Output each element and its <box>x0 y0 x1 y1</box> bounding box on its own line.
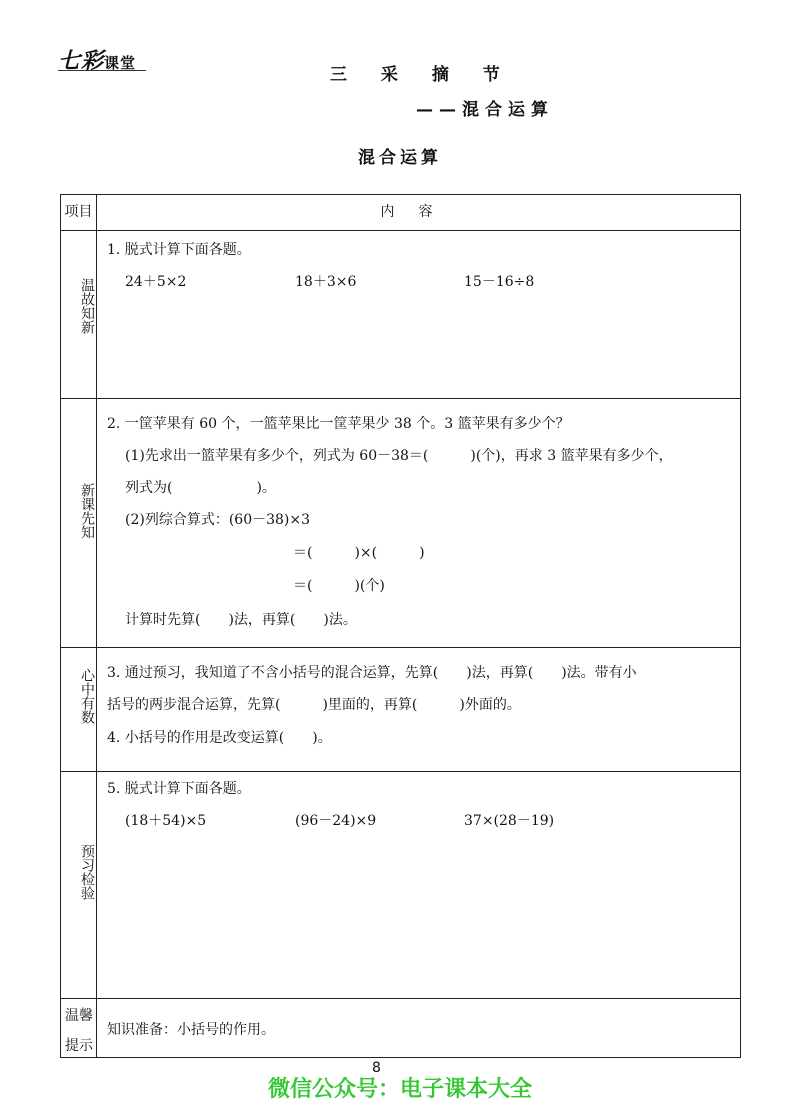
logo-underline <box>58 70 146 71</box>
table-row-tip <box>61 999 740 1057</box>
table-row-check <box>61 772 740 999</box>
lesson-table <box>60 194 741 1058</box>
footer-watermark: 微信公众号：电子课本大全 <box>267 1077 532 1102</box>
header-content: 内容 <box>380 204 457 220</box>
preview-order: 计算时先算( )法，再算( )法。 <box>125 612 357 628</box>
table-row-knowledge <box>61 648 740 772</box>
table-row-review <box>61 231 740 399</box>
table-header-row <box>61 195 740 231</box>
knowledge-q3-line2: 括号的两步混合运算，先算( )里面的，再算( )外面的。 <box>107 697 521 713</box>
page-number: 8 <box>372 1060 381 1076</box>
row-content-knowledge <box>97 648 740 771</box>
check-expr-3: 37×(28－19) <box>464 813 555 829</box>
row-content-review <box>97 231 740 398</box>
header-label: 项目 <box>61 195 97 230</box>
preview-step-1-cont: 列式为( )。 <box>125 480 276 496</box>
check-expr-1: (18＋54)×5 <box>125 813 207 829</box>
preview-step-2-eq1: ＝( )×( ) <box>293 545 425 561</box>
row-label-knowledge: 心中有数 <box>61 648 97 771</box>
knowledge-q3-line1: 3. 通过预习，我知道了不含小括号的混合运算，先算( )法，再算( )法。带有小 <box>107 665 637 681</box>
review-expr-1: 24＋5×2 <box>125 274 187 290</box>
row-content-tip <box>97 999 740 1057</box>
preview-question: 2. 一筐苹果有 60 个，一篮苹果比一筐苹果少 38 个。3 篮苹果有多少个？ <box>107 416 570 432</box>
preview-step-1: (1)先求出一篮苹果有多少个，列式为 60－38＝( )(个)，再求 3 篮苹果有多少个， <box>125 448 673 464</box>
tip-text: 知识准备：小括号的作用。 <box>107 1022 275 1038</box>
row-label-preview: 新课先知 <box>61 399 97 647</box>
section-heading: 混合运算 <box>358 148 442 168</box>
preview-step-2: (2)列综合算式：(60－38)×3 <box>125 512 311 528</box>
row-label-check: 预习检验 <box>61 772 97 998</box>
row-label-tip <box>61 999 97 1057</box>
page-subtitle: ——混合运算 <box>416 100 554 120</box>
review-expr-2: 18＋3×6 <box>295 274 357 290</box>
row-label-review: 温故知新 <box>61 231 97 398</box>
logo-text-big: 七彩 <box>58 49 105 74</box>
review-question: 1. 脱式计算下面各题。 <box>107 242 251 258</box>
row-content-check <box>97 772 740 998</box>
preview-step-2-eq2: ＝( )(个) <box>293 578 385 594</box>
tip-label-bottom: 提示 <box>65 1038 93 1054</box>
check-question: 5. 脱式计算下面各题。 <box>107 781 251 797</box>
review-expr-3: 15－16÷8 <box>464 274 535 290</box>
logo-text-small: 课堂 <box>104 54 137 72</box>
check-expr-2: (96－24)×9 <box>295 813 377 829</box>
knowledge-q4: 4. 小括号的作用是改变运算( )。 <box>107 730 332 746</box>
page-title: 三 采 摘 节 <box>330 65 514 85</box>
table-row-preview <box>61 399 740 648</box>
row-content-preview <box>97 399 740 647</box>
tip-label-top: 温馨 <box>65 1008 93 1024</box>
